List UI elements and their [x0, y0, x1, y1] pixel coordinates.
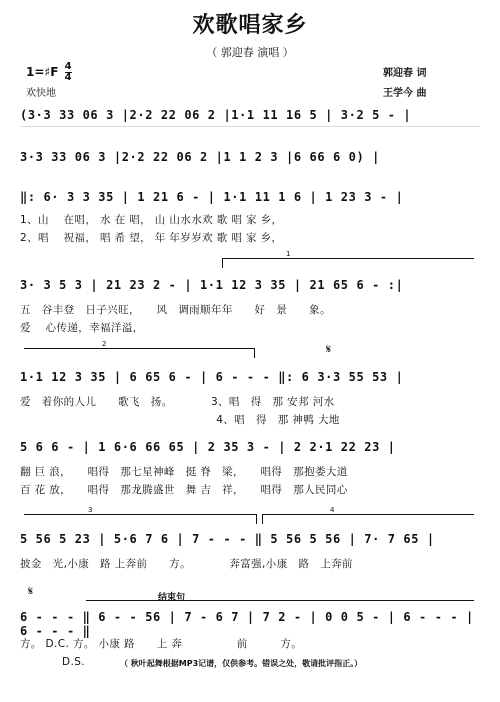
lyrics-line-4-verse-1: 五 谷丰登 日子兴旺， 风 调雨顺年年 好 景 象。: [20, 304, 331, 316]
key-label: 1=♯F: [26, 65, 59, 79]
singer-credit: （ 郭迎春 演唱 ）: [206, 46, 294, 59]
lyrics-line-6-verse-1: 翻 巨 浪， 唱得 那七星神峰 挺 脊 梁， 唱得 那抱娄大道: [20, 466, 348, 478]
lyricist-credit: 郭迎春 词: [383, 68, 427, 79]
lyrics-line-4-verse-2: 爱 心传递，幸福洋溢，: [20, 322, 144, 334]
lyrics-line-3-verse-1: 1、山 在唱， 水 在 唱， 山 山水水欢 歌 唱 家 乡，: [20, 214, 283, 226]
volta-4-bracket: [262, 514, 474, 515]
volta-3-label: 3: [88, 506, 93, 514]
volta-4-label: 4: [330, 506, 335, 514]
volta-1-left-hook: [222, 258, 223, 268]
volta-1-label: 1: [286, 250, 291, 258]
lyrics-line-5-verse-2: 4、唱 得 那 神鸭 大地: [20, 414, 340, 426]
time-denominator: 4: [64, 72, 72, 83]
volta-4-left-hook: [262, 514, 263, 524]
score-line-6: 5 6 6 - | 1 6·6 66 65 | 2 35 3 - | 2 2·1 22 23 |: [20, 440, 396, 454]
volta-2-label: 2: [102, 340, 107, 348]
volta-2-right-hook: [254, 348, 255, 358]
composer-credit: 王学今 曲: [383, 88, 427, 99]
time-signature: [65, 62, 72, 83]
lyrics-line-3-verse-2: 2、唱 祝福， 唱 希 望， 年 年岁岁欢 歌 唱 家 乡，: [20, 232, 283, 244]
line-1-underline: [20, 126, 480, 127]
lyrics-line-6-verse-2: 百 花 放， 唱得 那龙腾盛世 舞 吉 祥， 唱得 那人民同心: [20, 484, 348, 496]
score-line-2: 3·3 33 06 3 |2·2 22 06 2 |1 1 2 3 |6 66 6 0) |: [20, 150, 380, 164]
key-signature: [26, 62, 72, 83]
ending-bracket: [86, 600, 474, 601]
transcription-footnote: （ 秋叶起舞根据MP3记谱，仅供参考。错误之处，敬请批评指正。）: [120, 659, 363, 668]
lyrics-line-7: 披金 光,小康 路 上奔前 方。 奔富强,小康 路 上奔前: [20, 558, 353, 570]
segno-sign: 𝄋: [326, 342, 332, 356]
score-line-8: 6 - - - ‖ 6 - - 56 | 7 - 6 7 | 7 2 - | 0 0 5 - | 6 - - - | 6 - - - ‖: [20, 610, 474, 638]
lyrics-line-8: 方。 D.C. 方。 小康 路 上 奔 前 方。: [20, 638, 303, 650]
volta-2-bracket: [24, 348, 254, 349]
segno-sign-end: 𝄋: [28, 584, 34, 598]
lyrics-line-5-verse-1: 爱 着你的人儿 歌飞 扬。 3、唱 得 那 安邦 河水: [20, 396, 335, 408]
volta-3-bracket: [24, 514, 256, 515]
score-line-3: ‖: 6· 3 3 35 | 1 21 6 - | 1·1 11 1 6 | 1 23 3 - |: [20, 190, 404, 204]
score-line-1: (3·3 33 06 3 |2·2 22 06 2 |1·1 11 16 5 | 3·2 5 - |: [20, 108, 412, 122]
ending-label: 结束句: [158, 593, 186, 603]
volta-1-bracket: [222, 258, 474, 259]
ds-marking: D.S.: [62, 656, 86, 668]
time-numerator: 4: [64, 61, 72, 72]
tempo-marking: 欢快地: [26, 88, 56, 99]
score-line-4: 3· 3 5 3 | 21 23 2 - | 1·1 12 3 35 | 21 65 6 - :|: [20, 278, 404, 292]
score-line-7: 5 56 5 23 | 5·6 7 6 | 7 - - - ‖ 5 56 5 56 | 7· 7 65 |: [20, 532, 435, 546]
volta-3-right-hook: [256, 514, 257, 524]
song-title: 欢歌唱家乡: [192, 13, 308, 38]
score-line-5: 1·1 12 3 35 | 6 65 6 - | 6 - - - ‖: 6 3·3 55 53 |: [20, 370, 404, 384]
